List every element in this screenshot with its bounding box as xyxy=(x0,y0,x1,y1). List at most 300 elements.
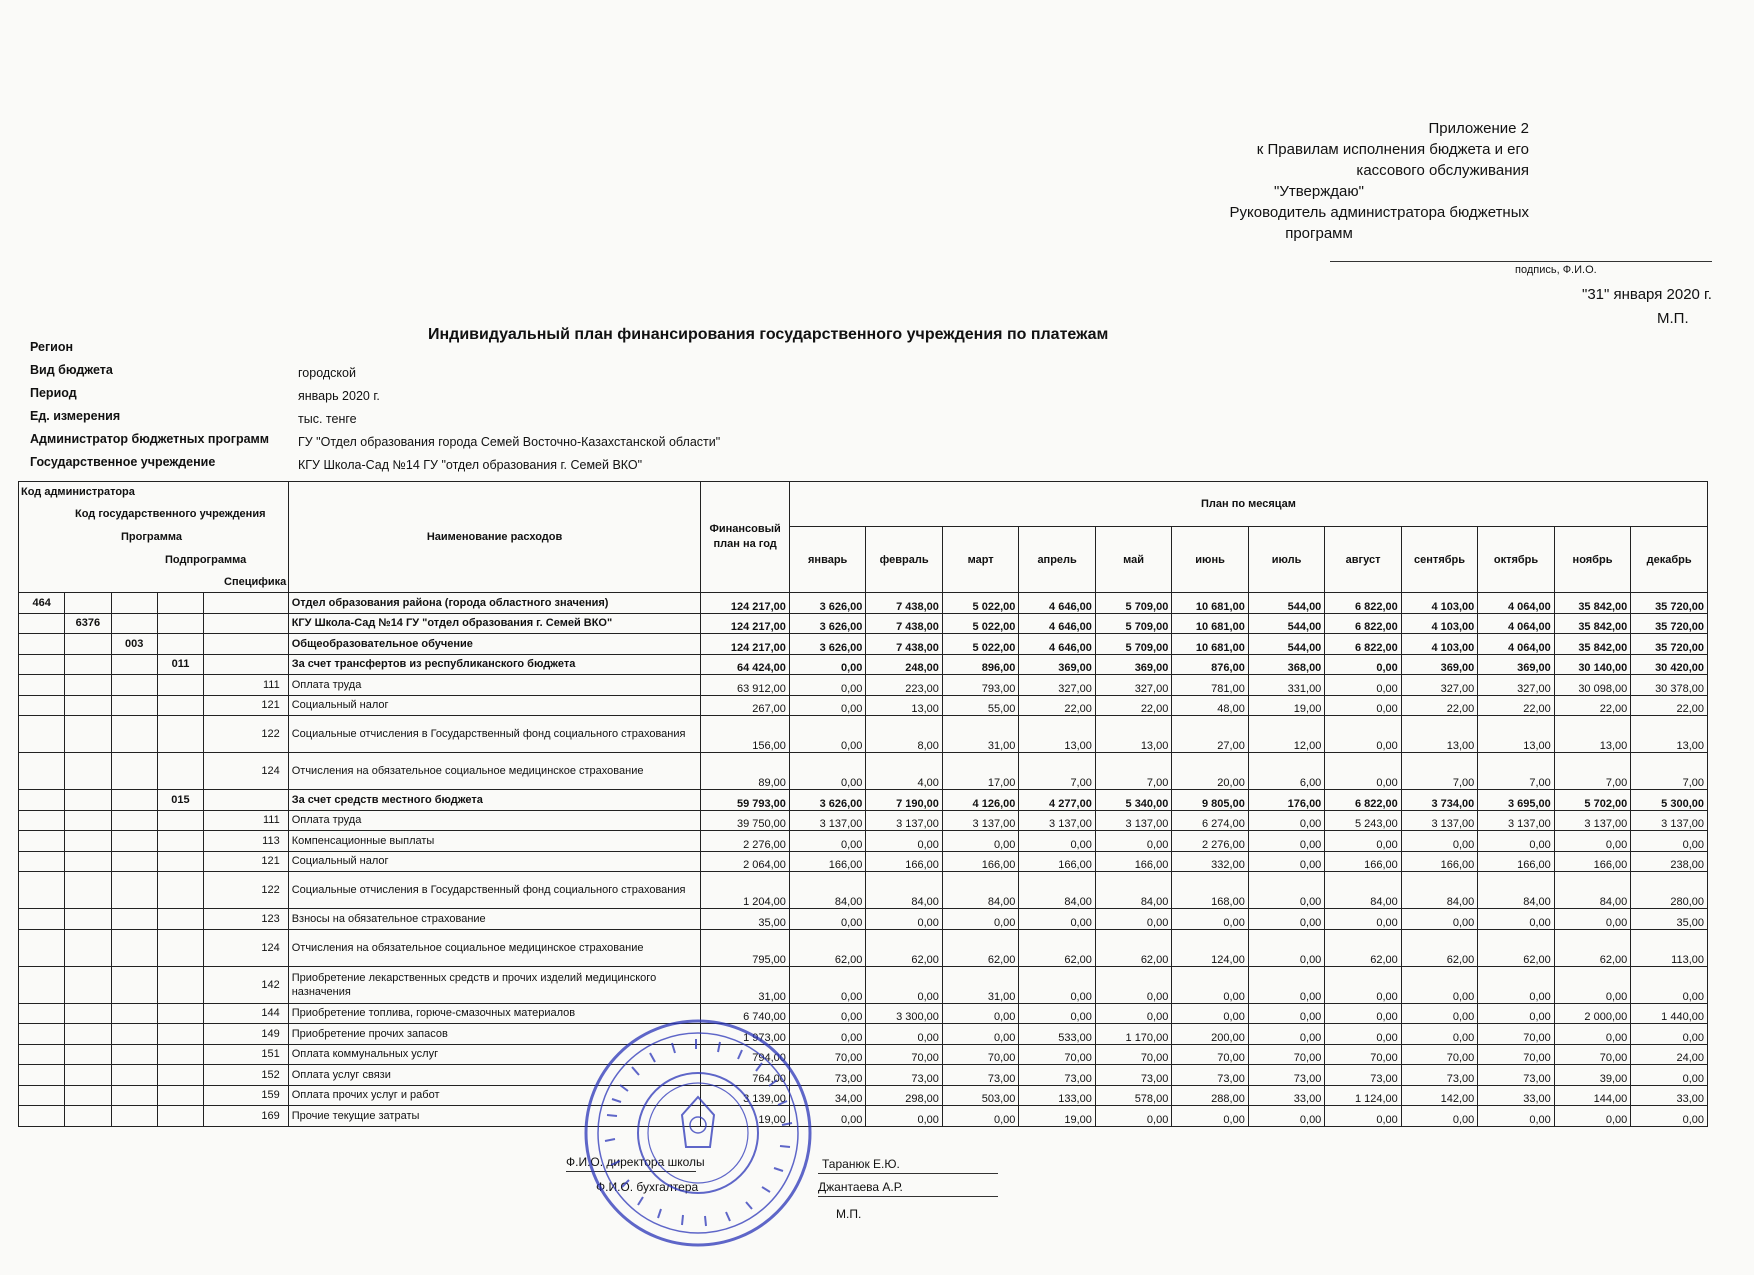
month-value-cell: 7,00 xyxy=(1478,753,1554,790)
month-value-cell: 62,00 xyxy=(942,929,1018,966)
month-value-cell: 0,00 xyxy=(1325,654,1401,675)
month-header: август xyxy=(1325,527,1401,593)
program-code-cell xyxy=(111,790,157,811)
month-value-cell: 0,00 xyxy=(1325,1106,1401,1127)
month-value-cell: 0,00 xyxy=(1478,966,1554,1003)
month-value-cell: 0,00 xyxy=(1478,831,1554,852)
month-value-cell: 0,00 xyxy=(1248,810,1324,831)
expense-name-cell: За счет трансфертов из республиканского бюджета xyxy=(288,654,701,675)
institution-code-cell xyxy=(65,716,111,753)
institution-code-cell xyxy=(65,1024,111,1045)
expense-name-cell: Отдел образования района (города областного значения) xyxy=(288,593,701,614)
program-code-cell xyxy=(111,1024,157,1045)
month-value-cell: 0,00 xyxy=(789,695,865,716)
month-value-cell: 0,00 xyxy=(1478,909,1554,930)
month-header: сентябрь xyxy=(1401,527,1477,593)
month-value-cell: 0,00 xyxy=(1248,831,1324,852)
month-value-cell: 70,00 xyxy=(1248,1044,1324,1065)
month-value-cell: 70,00 xyxy=(1478,1024,1554,1045)
month-value-cell: 34,00 xyxy=(789,1085,865,1106)
month-value-cell: 166,00 xyxy=(1478,851,1554,872)
month-value-cell: 3 734,00 xyxy=(1401,790,1477,811)
month-value-cell: 55,00 xyxy=(942,695,1018,716)
specifics-code-cell: 152 xyxy=(204,1065,289,1086)
month-value-cell: 0,00 xyxy=(1325,753,1401,790)
appendix-line: к Правилам исполнения бюджета и его xyxy=(1256,141,1529,158)
plan-body xyxy=(19,593,1708,1127)
appendix-line: программ xyxy=(1285,225,1353,242)
month-value-cell: 19,00 xyxy=(1248,695,1324,716)
expense-name-cell: Отчисления на обязательное социальное медицинское страхование xyxy=(288,753,701,790)
specifics-code-cell: 121 xyxy=(204,695,289,716)
code-header-institution: Код государственного учреждения xyxy=(75,508,266,520)
month-value-cell: 5 709,00 xyxy=(1095,634,1171,655)
month-value-cell: 70,00 xyxy=(1401,1044,1477,1065)
month-value-cell: 544,00 xyxy=(1248,613,1324,634)
month-value-cell: 544,00 xyxy=(1248,593,1324,614)
program-code-cell xyxy=(111,1085,157,1106)
meta-value: городской xyxy=(298,366,356,380)
program-code-cell xyxy=(111,966,157,1003)
month-value-cell: 20,00 xyxy=(1172,753,1248,790)
month-value-cell: 0,00 xyxy=(1478,1106,1554,1127)
director-name-line xyxy=(818,1173,998,1174)
month-value-cell: 0,00 xyxy=(866,1106,942,1127)
subprogram-code-cell xyxy=(157,1085,203,1106)
month-value-cell: 5 022,00 xyxy=(942,613,1018,634)
meta-label: Регион xyxy=(30,340,74,354)
month-value-cell: 0,00 xyxy=(1631,966,1708,1003)
month-value-cell: 7 438,00 xyxy=(866,634,942,655)
month-value-cell: 35 720,00 xyxy=(1631,634,1708,655)
expense-name-cell: Социальные отчисления в Государственный фонд социального страхования xyxy=(288,716,701,753)
admin-code-cell xyxy=(19,1106,65,1127)
year-plan-cell: 1 973,00 xyxy=(701,1024,790,1045)
meta-value: январь 2020 г. xyxy=(298,389,380,403)
admin-code-cell xyxy=(19,613,65,634)
appendix-line: Руководитель администратора бюджетных xyxy=(1229,204,1529,221)
specifics-code-cell: 122 xyxy=(204,716,289,753)
year-plan-cell: 63 912,00 xyxy=(701,675,790,696)
month-value-cell: 0,00 xyxy=(1325,966,1401,1003)
program-code-cell xyxy=(111,654,157,675)
month-value-cell: 7,00 xyxy=(1631,753,1708,790)
institution-code-cell xyxy=(65,1065,111,1086)
meta-value: КГУ Школа-Сад №14 ГУ "отдел образования г. Семей ВКО" xyxy=(298,458,643,472)
month-value-cell: 17,00 xyxy=(942,753,1018,790)
institution-code-cell xyxy=(65,1085,111,1106)
subprogram-code-cell xyxy=(157,831,203,852)
year-plan-cell: 2 064,00 xyxy=(701,851,790,872)
expense-name-cell: КГУ Школа-Сад №14 ГУ "отдел образования г. Семей ВКО" xyxy=(288,613,701,634)
year-plan-cell: 31,00 xyxy=(701,966,790,1003)
month-value-cell: 0,00 xyxy=(1095,909,1171,930)
month-value-cell: 369,00 xyxy=(1478,654,1554,675)
month-value-cell: 0,00 xyxy=(1019,831,1095,852)
month-value-cell: 7,00 xyxy=(1019,753,1095,790)
month-value-cell: 0,00 xyxy=(1554,966,1630,1003)
month-value-cell: 298,00 xyxy=(866,1085,942,1106)
month-value-cell: 35 842,00 xyxy=(1554,593,1630,614)
month-value-cell: 70,00 xyxy=(866,1044,942,1065)
month-value-cell: 0,00 xyxy=(866,831,942,852)
month-value-cell: 3 137,00 xyxy=(1478,810,1554,831)
month-value-cell: 0,00 xyxy=(1631,1024,1708,1045)
month-value-cell: 73,00 xyxy=(866,1065,942,1086)
admin-code-cell xyxy=(19,851,65,872)
month-value-cell: 7,00 xyxy=(1095,753,1171,790)
subprogram-code-cell xyxy=(157,966,203,1003)
month-value-cell: 22,00 xyxy=(1554,695,1630,716)
month-header: октябрь xyxy=(1478,527,1554,593)
month-value-cell: 0,00 xyxy=(1631,1106,1708,1127)
expense-name-cell: Социальные отчисления в Государственный фонд социального страхования xyxy=(288,872,701,909)
specifics-code-cell xyxy=(204,613,289,634)
month-value-cell: 2 276,00 xyxy=(1172,831,1248,852)
table-row xyxy=(19,1044,1708,1065)
month-value-cell: 0,00 xyxy=(1248,929,1324,966)
month-value-cell: 5 709,00 xyxy=(1095,613,1171,634)
table-row xyxy=(19,1024,1708,1045)
month-value-cell: 73,00 xyxy=(1248,1065,1324,1086)
meta-value: ГУ "Отдел образования города Семей Восточно-Казахстанской области" xyxy=(298,435,721,449)
month-value-cell: 327,00 xyxy=(1478,675,1554,696)
year-plan-cell: 267,00 xyxy=(701,695,790,716)
institution-code-cell xyxy=(65,1003,111,1024)
month-value-cell: 7 438,00 xyxy=(866,593,942,614)
specifics-code-cell: 149 xyxy=(204,1024,289,1045)
month-value-cell: 369,00 xyxy=(1401,654,1477,675)
month-value-cell: 70,00 xyxy=(1095,1044,1171,1065)
director-label: Ф.И.О. директора школы xyxy=(566,1155,705,1169)
month-value-cell: 70,00 xyxy=(942,1044,1018,1065)
month-value-cell: 0,00 xyxy=(1172,966,1248,1003)
month-value-cell: 13,00 xyxy=(1478,716,1554,753)
subprogram-code-cell xyxy=(157,1044,203,1065)
year-plan-cell: 764,00 xyxy=(701,1065,790,1086)
month-value-cell: 331,00 xyxy=(1248,675,1324,696)
month-value-cell: 144,00 xyxy=(1554,1085,1630,1106)
program-code-cell xyxy=(111,872,157,909)
specifics-code-cell: 142 xyxy=(204,966,289,1003)
month-value-cell: 4 064,00 xyxy=(1478,634,1554,655)
institution-code-cell xyxy=(65,1044,111,1065)
month-value-cell: 0,00 xyxy=(1248,872,1324,909)
month-value-cell: 5 022,00 xyxy=(942,593,1018,614)
month-value-cell: 1 170,00 xyxy=(1095,1024,1171,1045)
month-value-cell: 0,00 xyxy=(1325,1003,1401,1024)
month-value-cell: 0,00 xyxy=(1554,1024,1630,1045)
program-code-cell xyxy=(111,613,157,634)
month-value-cell: 0,00 xyxy=(789,753,865,790)
month-value-cell: 238,00 xyxy=(1631,851,1708,872)
month-value-cell: 48,00 xyxy=(1172,695,1248,716)
program-code-cell xyxy=(111,909,157,930)
month-value-cell: 73,00 xyxy=(1401,1065,1477,1086)
table-row xyxy=(19,1106,1708,1127)
month-value-cell: 84,00 xyxy=(1401,872,1477,909)
institution-code-cell xyxy=(65,831,111,852)
month-value-cell: 84,00 xyxy=(1095,872,1171,909)
month-value-cell: 31,00 xyxy=(942,966,1018,1003)
month-value-cell: 0,00 xyxy=(1248,1106,1324,1127)
month-value-cell: 7,00 xyxy=(1401,753,1477,790)
admin-code-cell xyxy=(19,1085,65,1106)
approval-signature-line xyxy=(1330,261,1712,262)
month-value-cell: 0,00 xyxy=(1401,1106,1477,1127)
code-header-cell xyxy=(19,482,289,593)
month-value-cell: 176,00 xyxy=(1248,790,1324,811)
month-value-cell: 0,00 xyxy=(866,1024,942,1045)
month-value-cell: 27,00 xyxy=(1172,716,1248,753)
subprogram-code-cell xyxy=(157,851,203,872)
admin-code-cell xyxy=(19,1024,65,1045)
month-value-cell: 0,00 xyxy=(1019,966,1095,1003)
month-value-cell: 533,00 xyxy=(1019,1024,1095,1045)
month-value-cell: 332,00 xyxy=(1172,851,1248,872)
expense-name-cell: Оплата услуг связи xyxy=(288,1065,701,1086)
month-value-cell: 73,00 xyxy=(1095,1065,1171,1086)
month-value-cell: 0,00 xyxy=(942,1106,1018,1127)
month-value-cell: 0,00 xyxy=(1325,1024,1401,1045)
month-value-cell: 166,00 xyxy=(789,851,865,872)
month-value-cell: 578,00 xyxy=(1095,1085,1171,1106)
specifics-code-cell: 169 xyxy=(204,1106,289,1127)
month-value-cell: 0,00 xyxy=(942,909,1018,930)
round-seal-stamp xyxy=(580,1015,816,1251)
month-value-cell: 0,00 xyxy=(1172,1003,1248,1024)
month-value-cell: 0,00 xyxy=(1554,831,1630,852)
year-plan-cell: 795,00 xyxy=(701,929,790,966)
month-value-cell: 0,00 xyxy=(942,1003,1018,1024)
month-value-cell: 6 822,00 xyxy=(1325,634,1401,655)
month-value-cell: 4 646,00 xyxy=(1019,593,1095,614)
month-value-cell: 781,00 xyxy=(1172,675,1248,696)
table-row xyxy=(19,675,1708,696)
institution-code-cell xyxy=(65,634,111,655)
month-value-cell: 30 420,00 xyxy=(1631,654,1708,675)
month-value-cell: 22,00 xyxy=(1478,695,1554,716)
meta-label: Государственное учреждение xyxy=(30,455,216,469)
approval-word: "Утверждаю" xyxy=(1274,183,1364,200)
month-value-cell: 13,00 xyxy=(1554,716,1630,753)
month-value-cell: 0,00 xyxy=(942,1024,1018,1045)
signature-stamp-place: М.П. xyxy=(836,1207,862,1221)
month-value-cell: 280,00 xyxy=(1631,872,1708,909)
month-value-cell: 0,00 xyxy=(866,909,942,930)
month-value-cell: 0,00 xyxy=(1248,1024,1324,1045)
month-value-cell: 124,00 xyxy=(1172,929,1248,966)
admin-code-cell xyxy=(19,872,65,909)
month-value-cell: 327,00 xyxy=(1019,675,1095,696)
month-value-cell: 166,00 xyxy=(1095,851,1171,872)
month-value-cell: 70,00 xyxy=(1019,1044,1095,1065)
month-value-cell: 84,00 xyxy=(1554,872,1630,909)
month-value-cell: 24,00 xyxy=(1631,1044,1708,1065)
year-plan-cell: 794,00 xyxy=(701,1044,790,1065)
month-value-cell: 70,00 xyxy=(1478,1044,1554,1065)
admin-code-cell xyxy=(19,966,65,1003)
month-value-cell: 4 064,00 xyxy=(1478,593,1554,614)
month-value-cell: 62,00 xyxy=(1095,929,1171,966)
program-code-cell xyxy=(111,675,157,696)
meta-value: тыс. тенге xyxy=(298,412,357,426)
month-value-cell: 0,00 xyxy=(789,831,865,852)
month-value-cell: 0,00 xyxy=(1401,1003,1477,1024)
expense-name-cell: Оплата труда xyxy=(288,810,701,831)
month-value-cell: 0,00 xyxy=(1019,1003,1095,1024)
institution-code-cell xyxy=(65,810,111,831)
month-value-cell: 5 702,00 xyxy=(1554,790,1630,811)
month-value-cell: 166,00 xyxy=(1325,851,1401,872)
month-value-cell: 7,00 xyxy=(1554,753,1630,790)
table-row xyxy=(19,810,1708,831)
month-value-cell: 503,00 xyxy=(942,1085,1018,1106)
month-value-cell: 33,00 xyxy=(1631,1085,1708,1106)
meta-label: Администратор бюджетных программ xyxy=(30,432,270,446)
month-value-cell: 0,00 xyxy=(1478,1003,1554,1024)
month-value-cell: 0,00 xyxy=(789,966,865,1003)
month-value-cell: 0,00 xyxy=(1095,1106,1171,1127)
month-value-cell: 0,00 xyxy=(789,716,865,753)
admin-code-cell xyxy=(19,675,65,696)
month-value-cell: 3 137,00 xyxy=(942,810,1018,831)
code-header-subprogram: Подпрограмма xyxy=(165,554,247,566)
month-value-cell: 33,00 xyxy=(1478,1085,1554,1106)
institution-code-cell xyxy=(65,654,111,675)
subprogram-code-cell xyxy=(157,1024,203,1045)
month-value-cell: 288,00 xyxy=(1172,1085,1248,1106)
month-value-cell: 3 695,00 xyxy=(1478,790,1554,811)
specifics-code-cell xyxy=(204,654,289,675)
month-value-cell: 166,00 xyxy=(1554,851,1630,872)
month-value-cell: 62,00 xyxy=(1325,929,1401,966)
specifics-code-cell: 144 xyxy=(204,1003,289,1024)
month-value-cell: 4 646,00 xyxy=(1019,634,1095,655)
specifics-code-cell: 122 xyxy=(204,872,289,909)
expense-name-cell: Социальный налог xyxy=(288,851,701,872)
month-value-cell: 876,00 xyxy=(1172,654,1248,675)
month-value-cell: 22,00 xyxy=(1631,695,1708,716)
month-value-cell: 13,00 xyxy=(1095,716,1171,753)
month-value-cell: 35 842,00 xyxy=(1554,634,1630,655)
subprogram-code-cell xyxy=(157,929,203,966)
month-value-cell: 30 378,00 xyxy=(1631,675,1708,696)
month-value-cell: 1 124,00 xyxy=(1325,1085,1401,1106)
table-row xyxy=(19,634,1708,655)
month-header: февраль xyxy=(866,527,942,593)
month-value-cell: 0,00 xyxy=(1325,909,1401,930)
stamp-place-label: М.П. xyxy=(1657,310,1689,327)
month-value-cell: 73,00 xyxy=(942,1065,1018,1086)
table-row xyxy=(19,1065,1708,1086)
month-value-cell: 368,00 xyxy=(1248,654,1324,675)
expense-name-cell: Оплата труда xyxy=(288,675,701,696)
month-value-cell: 166,00 xyxy=(866,851,942,872)
specifics-code-cell: 124 xyxy=(204,929,289,966)
month-value-cell: 62,00 xyxy=(1401,929,1477,966)
month-value-cell: 0,00 xyxy=(1248,966,1324,1003)
specifics-code-cell: 124 xyxy=(204,753,289,790)
year-plan-cell: 64 424,00 xyxy=(701,654,790,675)
month-value-cell: 22,00 xyxy=(1401,695,1477,716)
month-value-cell: 10 681,00 xyxy=(1172,634,1248,655)
institution-code-cell: 6376 xyxy=(65,613,111,634)
month-value-cell: 73,00 xyxy=(1478,1065,1554,1086)
subprogram-code-cell xyxy=(157,716,203,753)
year-plan-cell: 124 217,00 xyxy=(701,613,790,634)
month-value-cell: 3 137,00 xyxy=(1095,810,1171,831)
accountant-name: Джантаева А.Р. xyxy=(818,1180,903,1194)
month-value-cell: 5 300,00 xyxy=(1631,790,1708,811)
subprogram-code-cell xyxy=(157,634,203,655)
month-value-cell: 4 103,00 xyxy=(1401,593,1477,614)
specifics-code-cell: 159 xyxy=(204,1085,289,1106)
admin-code-cell xyxy=(19,716,65,753)
month-value-cell: 0,00 xyxy=(1019,909,1095,930)
table-row xyxy=(19,654,1708,675)
month-value-cell: 3 300,00 xyxy=(866,1003,942,1024)
specifics-code-cell: 111 xyxy=(204,675,289,696)
admin-code-cell: 464 xyxy=(19,593,65,614)
month-value-cell: 0,00 xyxy=(1325,675,1401,696)
month-value-cell: 6 822,00 xyxy=(1325,593,1401,614)
month-header: май xyxy=(1095,527,1171,593)
expense-name-cell: Приобретение прочих запасов xyxy=(288,1024,701,1045)
month-value-cell: 4 064,00 xyxy=(1478,613,1554,634)
month-value-cell: 0,00 xyxy=(1248,909,1324,930)
month-value-cell: 3 626,00 xyxy=(789,613,865,634)
subprogram-code-cell xyxy=(157,695,203,716)
month-value-cell: 168,00 xyxy=(1172,872,1248,909)
institution-code-cell xyxy=(65,695,111,716)
specifics-code-cell: 121 xyxy=(204,851,289,872)
admin-code-cell xyxy=(19,1003,65,1024)
month-value-cell: 73,00 xyxy=(789,1065,865,1086)
admin-code-cell xyxy=(19,909,65,930)
table-row xyxy=(19,753,1708,790)
code-header-specifics: Специфика xyxy=(224,576,287,588)
month-value-cell: 35,00 xyxy=(1631,909,1708,930)
subprogram-code-cell xyxy=(157,1003,203,1024)
month-value-cell: 0,00 xyxy=(1248,851,1324,872)
month-value-cell: 0,00 xyxy=(1631,831,1708,852)
month-value-cell: 4 103,00 xyxy=(1401,634,1477,655)
expense-name-cell: Компенсационные выплаты xyxy=(288,831,701,852)
year-plan-header: Финансовый план на год xyxy=(701,482,790,593)
month-value-cell: 0,00 xyxy=(1095,831,1171,852)
meta-label: Вид бюджета xyxy=(30,363,113,377)
month-value-cell: 3 626,00 xyxy=(789,790,865,811)
month-value-cell: 73,00 xyxy=(1172,1065,1248,1086)
month-value-cell: 133,00 xyxy=(1019,1085,1095,1106)
month-value-cell: 0,00 xyxy=(1325,716,1401,753)
month-value-cell: 84,00 xyxy=(866,872,942,909)
month-value-cell: 0,00 xyxy=(1248,1003,1324,1024)
month-value-cell: 0,00 xyxy=(789,654,865,675)
subprogram-code-cell: 015 xyxy=(157,790,203,811)
institution-code-cell xyxy=(65,966,111,1003)
table-row xyxy=(19,831,1708,852)
expense-name-cell: Взносы на обязательное страхование xyxy=(288,909,701,930)
name-header: Наименование расходов xyxy=(288,482,701,593)
month-value-cell: 0,00 xyxy=(1325,695,1401,716)
meta-label: Ед. измерения xyxy=(30,409,121,423)
month-value-cell: 10 681,00 xyxy=(1172,613,1248,634)
month-value-cell: 142,00 xyxy=(1401,1085,1477,1106)
month-value-cell: 0,00 xyxy=(1401,966,1477,1003)
month-value-cell: 84,00 xyxy=(789,872,865,909)
